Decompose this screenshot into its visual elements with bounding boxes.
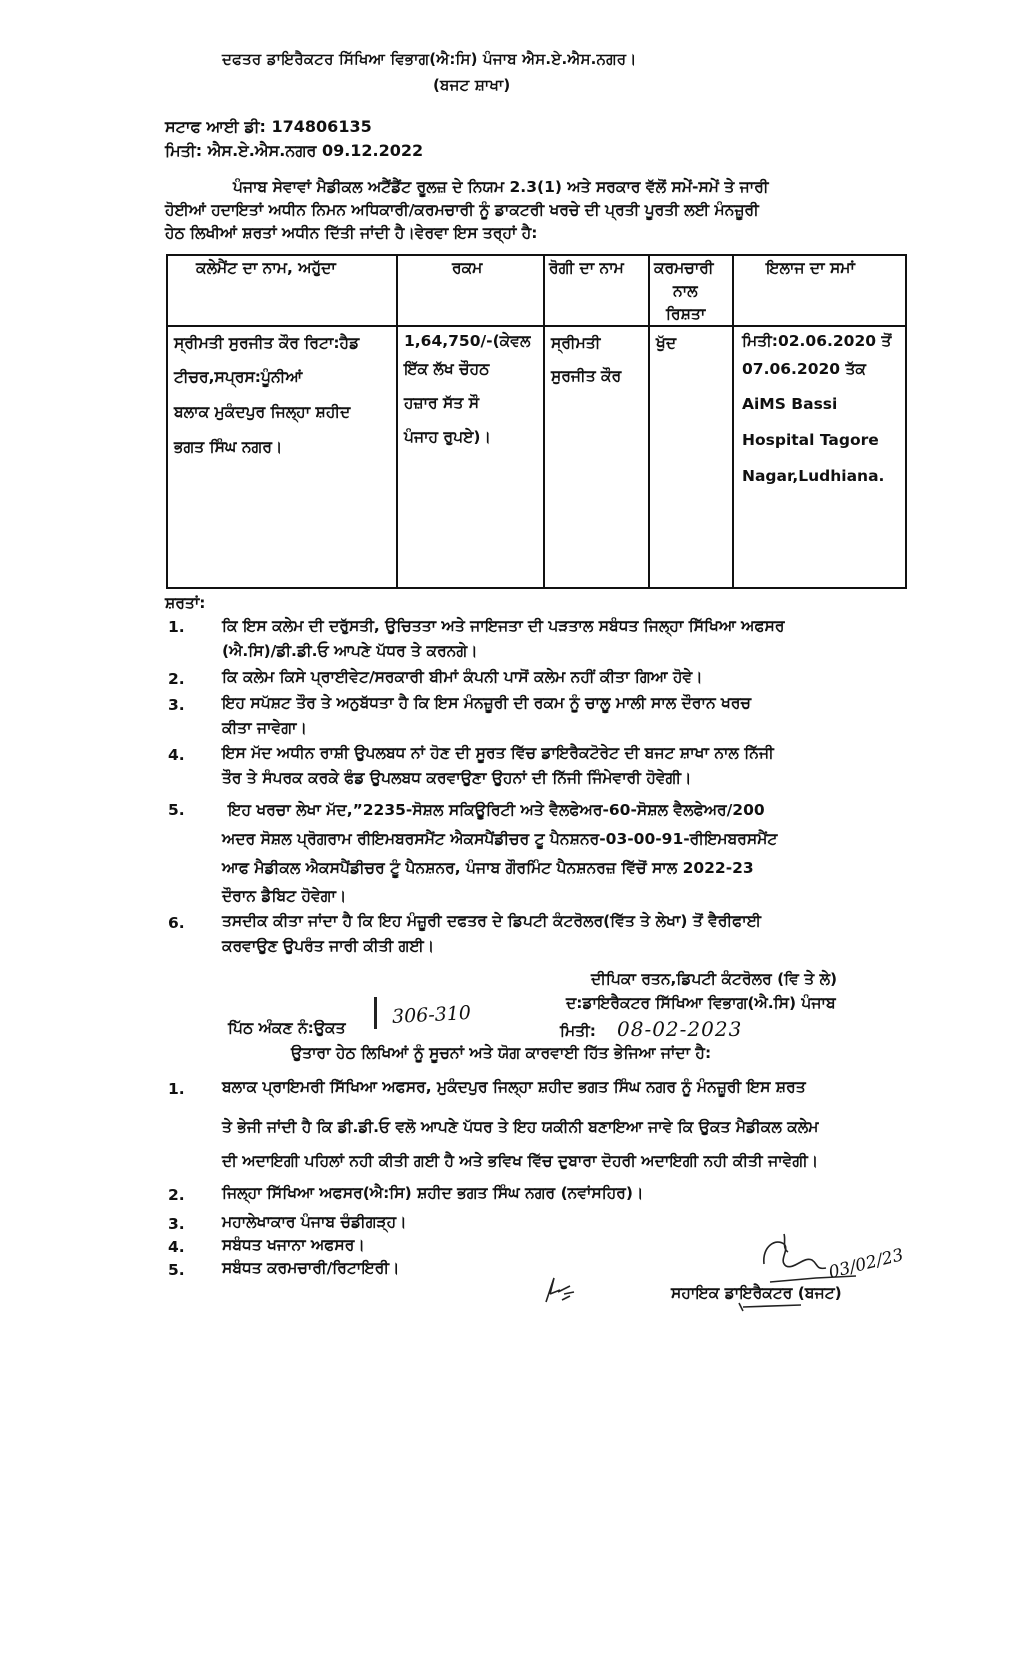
staff-id: ਸਟਾਫ ਆਈ ਡੀ: 174806135 xyxy=(165,117,372,136)
endorsement-date: 08-02-2023 xyxy=(617,1017,743,1041)
amount-line-3: ਹਜ਼ਾਰ ਸੱਤ ਸੌ xyxy=(404,394,480,412)
header-amount: ਰਕਮ xyxy=(452,259,483,277)
condition-4-line-2: ਤੌਰ ਤੇ ਸੰਪਰਕ ਕਰਕੇ ਫੰਡ ਉਪਲਬਧ ਕਰਵਾਉਣਾ ਉਹਨਾਂ ਦੀ ਨਿੱਜੀ ਜਿੰਮੇਵਾਰੀ ਹੋਵੇਗੀ। xyxy=(222,769,692,787)
condition-1-number: 1. xyxy=(168,618,185,636)
header-period: ਇਲਾਜ ਦਾ ਸਮਾਂ xyxy=(766,259,855,277)
claimant-line-4: ਭਗਤ ਸਿੰਘ ਨਗਰ। xyxy=(174,438,283,456)
condition-5-number: 5. xyxy=(168,801,185,819)
endorsement-intro: ਉਤਾਰਾ ਹੇਠ ਲਿਖਿਆਂ ਨੂੰ ਸੂਚਨਾਂ ਅਤੇ ਯੋਗ ਕਾਰਵਾਈ ਹਿੱਤ ਭੇਜਿਆ ਜਾਂਦਾ ਹੈ: xyxy=(291,1044,712,1062)
signatory-name: ਦੀਪਿਕਾ ਰਤਨ,ਡਿਪਟੀ ਕੰਟਰੋਲਰ (ਵਿ ਤੇ ਲੇ) xyxy=(591,970,838,988)
period-line-1: ਮਿਤੀ:02.06.2020 ਤੋਂ xyxy=(742,332,892,350)
conditions-title: ਸ਼ਰਤਾਂ: xyxy=(165,594,206,612)
period-line-3: AiMS Bassi xyxy=(742,395,838,413)
amount-line-2: ਇੱਕ ਲੱਖ ਚੌਹਠ xyxy=(404,360,490,378)
distribution-1-line-3: ਦੀ ਅਦਾਇਗੀ ਪਹਿਲਾਂ ਨਹੀ ਕੀਤੀ ਗਈ ਹੈ ਅਤੇ ਭਵਿਖ ਵਿੱਚ ਦੁਬਾਰਾ ਦੋਹਰੀ ਅਦਾਇਗੀ ਨਹੀ ਕੀਤੀ ਜਾਵੇਗੀ। xyxy=(222,1152,819,1170)
relation-value: ਖੁੱਦ xyxy=(656,334,677,352)
condition-5-line-2: ਅਦਰ ਸੋਸ਼ਲ ਪ੍ਰੋਗਰਾਮ ਰੀਇਮਬਰਸਮੈਂਟ ਐਕਸਪੈਂਡੀਚਰ ਟੂ ਪੈਨਸ਼ਨਰ-03-00-91-ਰੀਇਮਬਰਸਮੈਂਟ xyxy=(222,830,778,848)
period-line-5: Nagar,Ludhiana. xyxy=(742,467,885,485)
intro-line-1: ਪੰਜਾਬ ਸੇਵਾਵਾਂ ਮੈਡੀਕਲ ਅਟੈਂਡੈਂਟ ਰੂਲਜ਼ ਦੇ ਨਿਯਮ 2.3(1) ਅਤੇ ਸਰਕਾਰ ਵੱਲੋਂ ਸਮੇਂ-ਸਮੇਂ ਤੇ ਜਾਰੀ xyxy=(233,178,769,196)
initials-scribble xyxy=(540,1272,580,1308)
distribution-5-number: 5. xyxy=(168,1261,185,1279)
endorsement-bracket xyxy=(374,997,377,1029)
header-patient: ਰੋਗੀ ਦਾ ਨਾਮ xyxy=(549,259,624,277)
condition-3-line-1: ਇਹ ਸਪੱਸ਼ਟ ਤੌਰ ਤੇ ਅਨੁਬੱਧਤਾ ਹੈ ਕਿ ਇਸ ਮੰਨਜ਼ੂਰੀ ਦੀ ਰਕਮ ਨੂੰ ਚਾਲੂ ਮਾਲੀ ਸਾਲ ਦੌਰਾਨ ਖਰਚ xyxy=(222,694,751,712)
endorsement-label: ਪਿੱਠ ਅੰਕਣ ਨੰ:ਉਕਤ xyxy=(228,1019,346,1037)
distribution-2-text: ਜਿਲ੍ਹਾ ਸਿੱਖਿਆ ਅਫਸਰ(ਐ:ਸਿ) ਸ਼ਹੀਦ ਭਗਤ ਸਿੰਘ ਨਗਰ (ਨਵਾਂਸਹਿਰ)। xyxy=(222,1184,644,1202)
distribution-4-text: ਸਬੰਧਤ ਖਜਾਨਾ ਅਫਸਰ। xyxy=(222,1236,365,1254)
condition-3-number: 3. xyxy=(168,696,185,714)
claimant-line-3: ਬਲਾਕ ਮੁਕੰਦਪੁਰ ਜਿਲ੍ਹਾ ਸ਼ਹੀਦ xyxy=(174,403,351,421)
condition-6-number: 6. xyxy=(168,914,185,932)
distribution-3-number: 3. xyxy=(168,1215,185,1233)
designation-underline-mark xyxy=(735,1297,805,1315)
condition-6-line-1: ਤਸਦੀਕ ਕੀਤਾ ਜਾਂਦਾ ਹੈ ਕਿ ਇਹ ਮੰਜ਼ੂਰੀ ਦਫਤਰ ਦੇ ਡਿਪਟੀ ਕੰਟਰੋਲਰ(ਵਿੱਤ ਤੇ ਲੇਖਾ) ਤੋਂ ਵੈਰੀਫਾਈ xyxy=(222,912,762,930)
amount-line-4: ਪੰਜਾਹ ਰੁਪਏ)। xyxy=(404,428,491,446)
condition-2-line-1: ਕਿ ਕਲੇਮ ਕਿਸੇ ਪ੍ਰਾਈਵੇਟ/ਸਰਕਾਰੀ ਬੀਮਾਂ ਕੰਪਨੀ ਪਾਸੋਂ ਕਲੇਮ ਨਹੀਂ ਕੀਤਾ ਗਿਆ ਹੋਵੇ। xyxy=(222,668,703,686)
period-line-4: Hospital Tagore xyxy=(742,431,879,449)
condition-1-line-2: (ਐ.ਸਿ)/ਡੀ.ਡੀ.ਓ ਆਪਣੇ ਪੱਧਰ ਤੇ ਕਰਨਗੇ। xyxy=(222,642,478,660)
condition-5-line-3: ਆਫ ਮੈਡੀਕਲ ਐਕਸਪੈਂਡੀਚਰ ਟੂੰ ਪੈਨਸ਼ਨਰ, ਪੰਜਾਬ ਗੌਰਮਿੰਟ ਪੈਨਸ਼ਨਰਜ਼ ਵਿੱਚੋਂ ਸਾਲ 2022-23 xyxy=(222,859,754,877)
condition-1-line-1: ਕਿ ਇਸ ਕਲੇਮ ਦੀ ਦਰੁੱਸਤੀ, ਉਚਿਤਤਾ ਅਤੇ ਜਾਇਜਤਾ ਦੀ ਪੜਤਾਲ ਸਬੰਧਤ ਜਿਲ੍ਹਾ ਸਿੱਖਿਆ ਅਫਸਰ xyxy=(222,617,785,635)
amount-line-1: 1,64,750/-(ਕੇਵਲ xyxy=(404,332,531,350)
patient-line-1: ਸ੍ਰੀਮਤੀ xyxy=(551,334,601,352)
claimant-line-1: ਸ੍ਰੀਮਤੀ ਸੁਰਜੀਤ ਕੌਰ ਰਿਟਾ:ਹੈਡ xyxy=(174,334,360,352)
condition-5-line-1: ਇਹ ਖਰਚਾ ਲੇਖਾ ਮੱਦ,”2235-ਸੋਸ਼ਲ ਸਕਿਊਰਿਟੀ ਅਤੇ ਵੈਲਫੇਅਰ-60-ਸੋਸ਼ਲ ਵੈਲਫੇਅਰ/200 xyxy=(228,801,765,819)
distribution-1-number: 1. xyxy=(168,1080,185,1098)
signatory-office: ਦ:ਡਾਇਰੈਕਟਰ ਸਿੱਖਿਆ ਵਿਭਾਗ(ਐ.ਸਿ) ਪੰਜਾਬ xyxy=(566,994,836,1012)
distribution-4-number: 4. xyxy=(168,1238,185,1256)
distribution-1-line-2: ਤੇ ਭੇਜੀ ਜਾਂਦੀ ਹੈ ਕਿ ਡੀ.ਡੀ.ਓ ਵਲੋ ਆਪਣੇ ਪੱਧਰ ਤੇ ਇਹ ਯਕੀਨੀ ਬਣਾਇਆ ਜਾਵੇ ਕਿ ਉਕਤ ਮੈਡੀਕਲ ਕਲੇਮ xyxy=(222,1118,819,1136)
branch-header: (ਬਜਟ ਸ਼ਾਖਾ) xyxy=(433,76,511,94)
condition-5-line-4: ਦੌਰਾਨ ਡੈਬਿਟ ਹੋਵੇਗਾ। xyxy=(222,887,347,905)
header-relation-3: ਰਿਸ਼ਤਾ xyxy=(666,305,706,323)
distribution-3-text: ਮਹਾਲੇਖਾਕਾਰ ਪੰਜਾਬ ਚੰਡੀਗੜ੍ਹ। xyxy=(222,1213,407,1231)
endorsement-number: 306-310 xyxy=(391,1001,472,1029)
condition-2-number: 2. xyxy=(168,670,185,688)
period-line-2: 07.06.2020 ਤੱਕ xyxy=(742,360,866,378)
office-header: ਦਫਤਰ ਡਾਇਰੈਕਟਰ ਸਿੱਖਿਆ ਵਿਭਾਗ(ਐ:ਸਿ) ਪੰਜਾਬ ਐਸ.ਏ.ਐਸ.ਨਗਰ। xyxy=(222,50,637,68)
header-relation-1: ਕਰਮਚਾਰੀ xyxy=(654,259,714,277)
issue-date: ਮਿਤੀ: ਐਸ.ਏ.ਐਸ.ਨਗਰ 09.12.2022 xyxy=(165,141,424,160)
intro-line-2: ਹੋਈਆਂ ਹਦਾਇਤਾਂ ਅਧੀਨ ਨਿਮਨ ਅਧਿਕਾਰੀ/ਕਰਮਚਾਰੀ ਨੂੰ ਡਾਕਟਰੀ ਖਰਚੇ ਦੀ ਪ੍ਰਤੀ ਪੂਰਤੀ ਲਈ ਮੰਨਜ਼ੂਰੀ xyxy=(165,201,759,219)
claimant-line-2: ਟੀਚਰ,ਸਪ੍ਰਸ:ਪੂੰਨੀਆਂ xyxy=(174,368,303,386)
assistant-director-designation: ਸਹਾਇਕ ਡਾਇਰੈਕਟਰ (ਬਜਟ) xyxy=(671,1284,842,1302)
condition-3-line-2: ਕੀਤਾ ਜਾਵੇਗਾ। xyxy=(222,719,307,737)
intro-line-3: ਹੇਠ ਲਿਖੀਆਂ ਸ਼ਰਤਾਂ ਅਧੀਨ ਦਿੱਤੀ ਜਾਂਦੀ ਹੈ।ਵੇਰਵਾ ਇਸ ਤਰ੍ਹਾਂ ਹੈ: xyxy=(165,224,538,242)
distribution-5-text: ਸਬੰਧਤ ਕਰਮਚਾਰੀ/ਰਿਟਾਇਰੀ। xyxy=(222,1259,400,1277)
header-claimant: ਕਲੇਮੈਂਟ ਦਾ ਨਾਮ, ਅਹੁੱਦਾ xyxy=(196,259,336,277)
condition-4-line-1: ਇਸ ਮੱਦ ਅਧੀਨ ਰਾਸ਼ੀ ਉਪਲਬਧ ਨਾਂ ਹੋਣ ਦੀ ਸੂਰਤ ਵਿੱਚ ਡਾਇਰੈਕਟੋਰੇਟ ਦੀ ਬਜਟ ਸ਼ਾਖਾ ਨਾਲ ਨਿੱਜੀ xyxy=(222,744,774,762)
patient-line-2: ਸੁਰਜੀਤ ਕੌਰ xyxy=(551,367,622,385)
signature-date: 03/02/23 xyxy=(826,1245,906,1283)
distribution-1-line-1: ਬਲਾਕ ਪ੍ਰਾਇਮਰੀ ਸਿੱਖਿਆ ਅਫਸਰ, ਮੁਕੰਦਪੁਰ ਜਿਲ੍ਹਾ ਸ਼ਹੀਦ ਭਗਤ ਸਿੰਘ ਨਗਰ ਨੂੰ ਮੰਨਜ਼ੂਰੀ ਇਸ ਸ਼ਰਤ xyxy=(222,1078,806,1096)
condition-6-line-2: ਕਰਵਾਉਣ ਉਪਰੰਤ ਜਾਰੀ ਕੀਤੀ ਗਈ। xyxy=(222,937,435,955)
header-relation-2: ਨਾਲ xyxy=(673,282,698,300)
endorsement-date-label: ਮਿਤੀ: xyxy=(560,1022,596,1040)
distribution-2-number: 2. xyxy=(168,1186,185,1204)
condition-4-number: 4. xyxy=(168,746,185,764)
